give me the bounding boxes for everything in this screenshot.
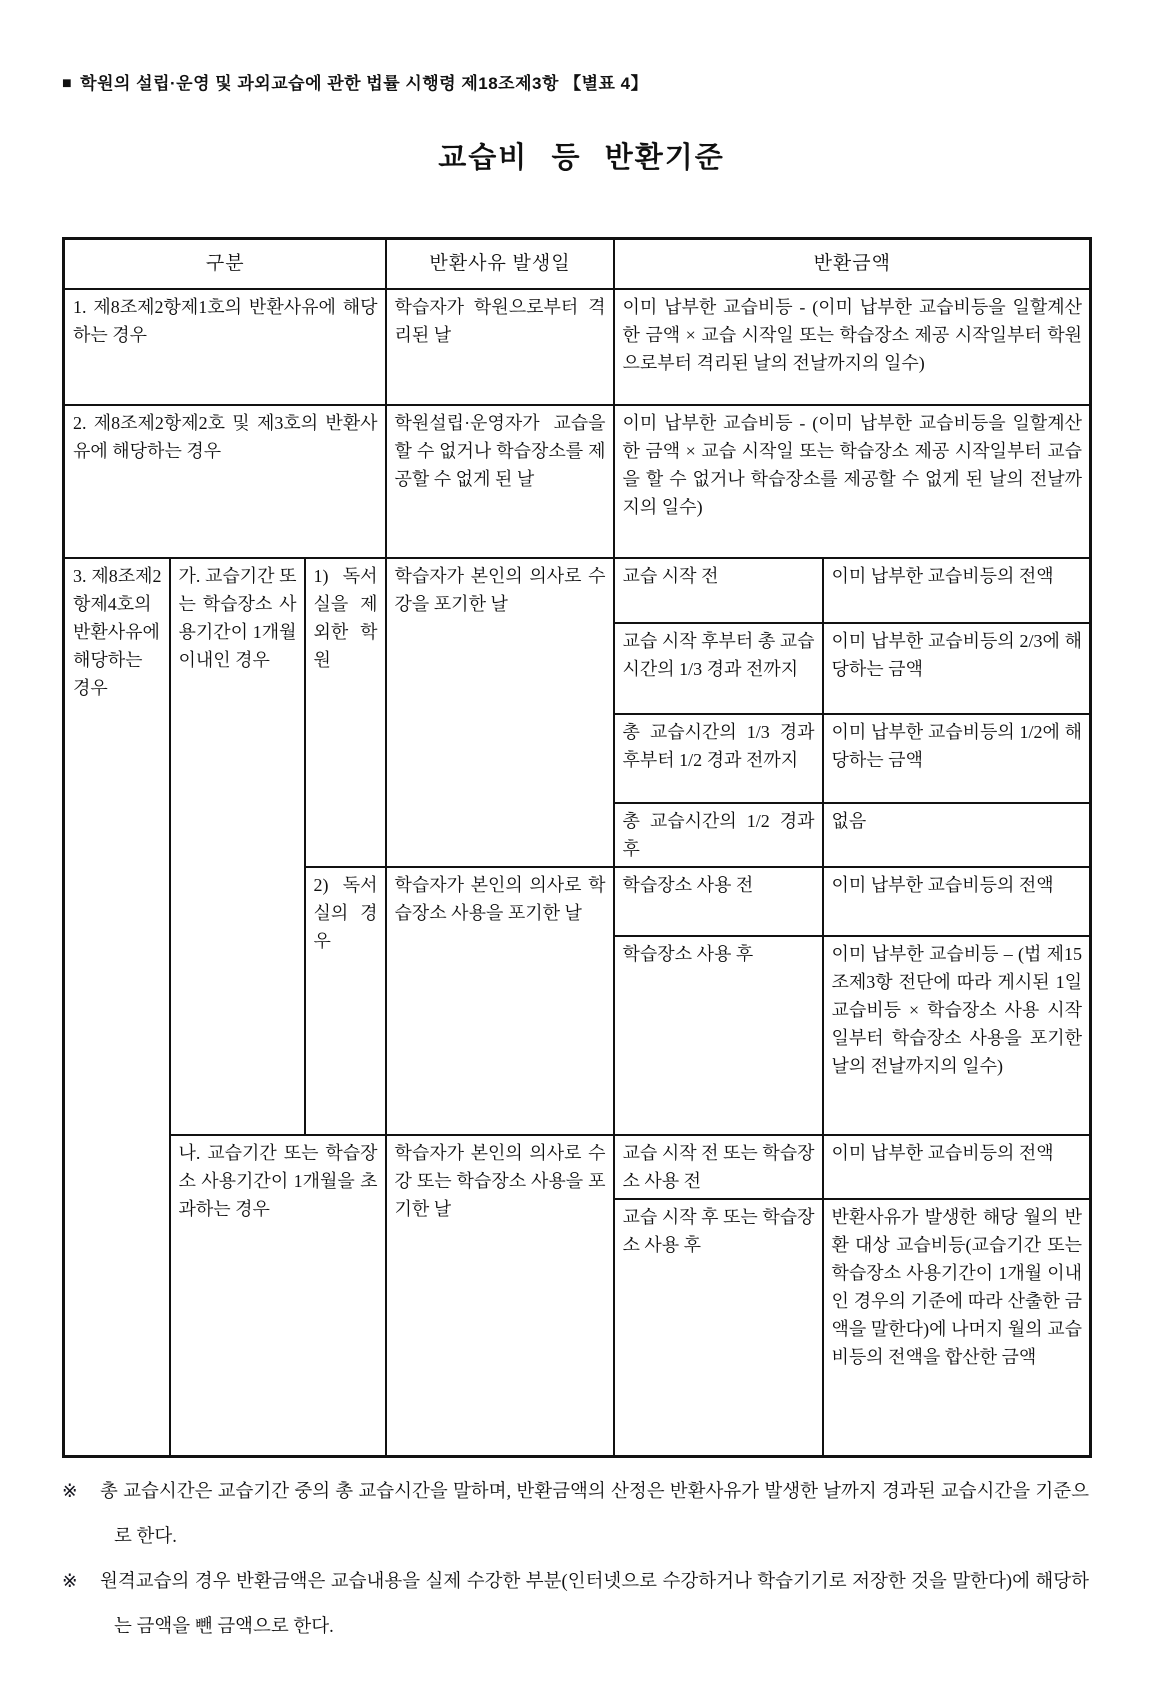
row3-sub1-condition-when-cell: 총 교습시간의 1/2 경과 후 xyxy=(614,803,823,867)
row3-sub2-condition-when-cell: 학습장소 사용 후 xyxy=(614,936,823,1135)
footnotes-section xyxy=(62,1470,1089,1650)
reference-mark-icon: ※ xyxy=(62,1482,78,1502)
row3-na-condition-amount-cell: 이미 납부한 교습비등의 전액 xyxy=(823,1135,1091,1199)
table-row xyxy=(64,558,1091,623)
row3-category-cell: 3. 제8조제2항제4호의 반환사유에 해당하는 경우 xyxy=(64,558,170,1457)
col-header-refund-amount: 반환금액 xyxy=(614,239,1091,289)
row3-sub1-event-date-cell: 학습자가 본인의 의사로 수강을 포기한 날 xyxy=(386,558,614,867)
row1-category-cell: 1. 제8조제2항제1호의 반환사유에 해당하는 경우 xyxy=(64,289,386,405)
black-square-icon: ■ xyxy=(62,75,73,92)
row3-na-event-date-cell: 학습자가 본인의 의사로 수강 또는 학습장소 사용을 포기한 날 xyxy=(386,1135,614,1457)
col-header-category: 구분 xyxy=(64,239,386,289)
row2-event-date-cell: 학원설립·운영자가 교습을 할 수 없거나 학습장소를 제공할 수 없게 된 날 xyxy=(386,405,614,558)
reference-mark-icon: ※ xyxy=(62,1572,78,1592)
row3-sub2-condition-amount-cell: 이미 납부한 교습비등 – (법 제15조제3항 전단에 따라 게시된 1일 교습비등 × 학습장소 사용 시작일부터 학습장소 사용을 포기한 날의 전날까지의 일수) xyxy=(823,936,1091,1135)
row1-event-date-cell: 학습자가 학원으로부터 격리된 날 xyxy=(386,289,614,405)
header-note-text: 학원의 설립·운영 및 과외교습에 관한 법률 시행령 제18조제3항 【별표 4】 xyxy=(80,74,649,93)
row3-na-condition-when-cell: 교습 시작 전 또는 학습장소 사용 전 xyxy=(614,1135,823,1199)
footnote-2 xyxy=(62,1560,1089,1650)
table-header-row xyxy=(64,239,1091,289)
row3-sub2-event-date-cell: 학습자가 본인의 의사로 학습장소 사용을 포기한 날 xyxy=(386,867,614,1135)
row3-sub1-condition-when-cell: 교습 시작 전 xyxy=(614,558,823,623)
row3-sub1-condition-when-cell: 교습 시작 후부터 총 교습시간의 1/3 경과 전까지 xyxy=(614,623,823,714)
row3-case-na-cell: 나. 교습기간 또는 학습장소 사용기간이 1개월을 초과하는 경우 xyxy=(170,1135,386,1457)
row3-sub1-condition-when-cell: 총 교습시간의 1/3 경과 후부터 1/2 경과 전까지 xyxy=(614,714,823,803)
row3-sub1-condition-amount-cell: 이미 납부한 교습비등의 1/2에 해당하는 금액 xyxy=(823,714,1091,803)
document-header-note xyxy=(62,72,1101,97)
row3-case-ga-cell: 가. 교습기간 또는 학습장소 사용기간이 1개월 이내인 경우 xyxy=(170,558,305,1135)
footnote-1 xyxy=(62,1470,1089,1560)
table-row xyxy=(64,289,1091,405)
footnote-2-text: 원격교습의 경우 반환금액은 교습내용을 실제 수강한 부분(인터넷으로 수강하거나 학습기기로 저장한 것을 말한다)에 해당하는 금액을 뺀 금액으로 한다. xyxy=(100,1572,1089,1637)
row2-amount-cell: 이미 납부한 교습비등 - (이미 납부한 교습비등을 일할계산한 금액 × 교습 시작일 또는 학습장소 제공 시작일부터 교습을 할 수 없거나 학습장소를 제공할 수 없게 된 날의 전날까지의 일수) xyxy=(614,405,1091,558)
row2-category-cell: 2. 제8조제2항제2호 및 제3호의 반환사유에 해당하는 경우 xyxy=(64,405,386,558)
refund-standards-table xyxy=(62,237,1092,1458)
row3-na-condition-when-cell: 교습 시작 후 또는 학습장소 사용 후 xyxy=(614,1199,823,1457)
col-header-event-date: 반환사유 발생일 xyxy=(386,239,614,289)
row3-sub1-condition-amount-cell: 이미 납부한 교습비등의 전액 xyxy=(823,558,1091,623)
table-row xyxy=(64,405,1091,558)
row3-sub1-label-cell: 1) 독서실을 제외한 학원 xyxy=(305,558,386,867)
row3-sub2-condition-amount-cell: 이미 납부한 교습비등의 전액 xyxy=(823,867,1091,936)
row3-na-condition-amount-cell: 반환사유가 발생한 해당 월의 반환 대상 교습비등(교습기간 또는 학습장소 사용기간이 1개월 이내인 경우의 기준에 따라 산출한 금액을 말한다)에 나머지 월의 교습비등의 전액을 합산한 금액 xyxy=(823,1199,1091,1457)
row3-sub1-condition-amount-cell: 이미 납부한 교습비등의 2/3에 해당하는 금액 xyxy=(823,623,1091,714)
footnote-1-text: 총 교습시간은 교습기간 중의 총 교습시간을 말하며, 반환금액의 산정은 반환사유가 발생한 날까지 경과된 교습시간을 기준으로 한다. xyxy=(100,1482,1089,1547)
row1-amount-cell: 이미 납부한 교습비등 - (이미 납부한 교습비등을 일할계산한 금액 × 교습 시작일 또는 학습장소 제공 시작일부터 학원으로부터 격리된 날의 전날까지의 일수) xyxy=(614,289,1091,405)
row3-sub2-label-cell: 2) 독서실의 경우 xyxy=(305,867,386,1135)
table-row xyxy=(64,1135,1091,1199)
page-title: 교습비 등 반환기준 xyxy=(438,142,725,174)
row3-sub1-condition-amount-cell: 없음 xyxy=(823,803,1091,867)
row3-sub2-condition-when-cell: 학습장소 사용 전 xyxy=(614,867,823,936)
